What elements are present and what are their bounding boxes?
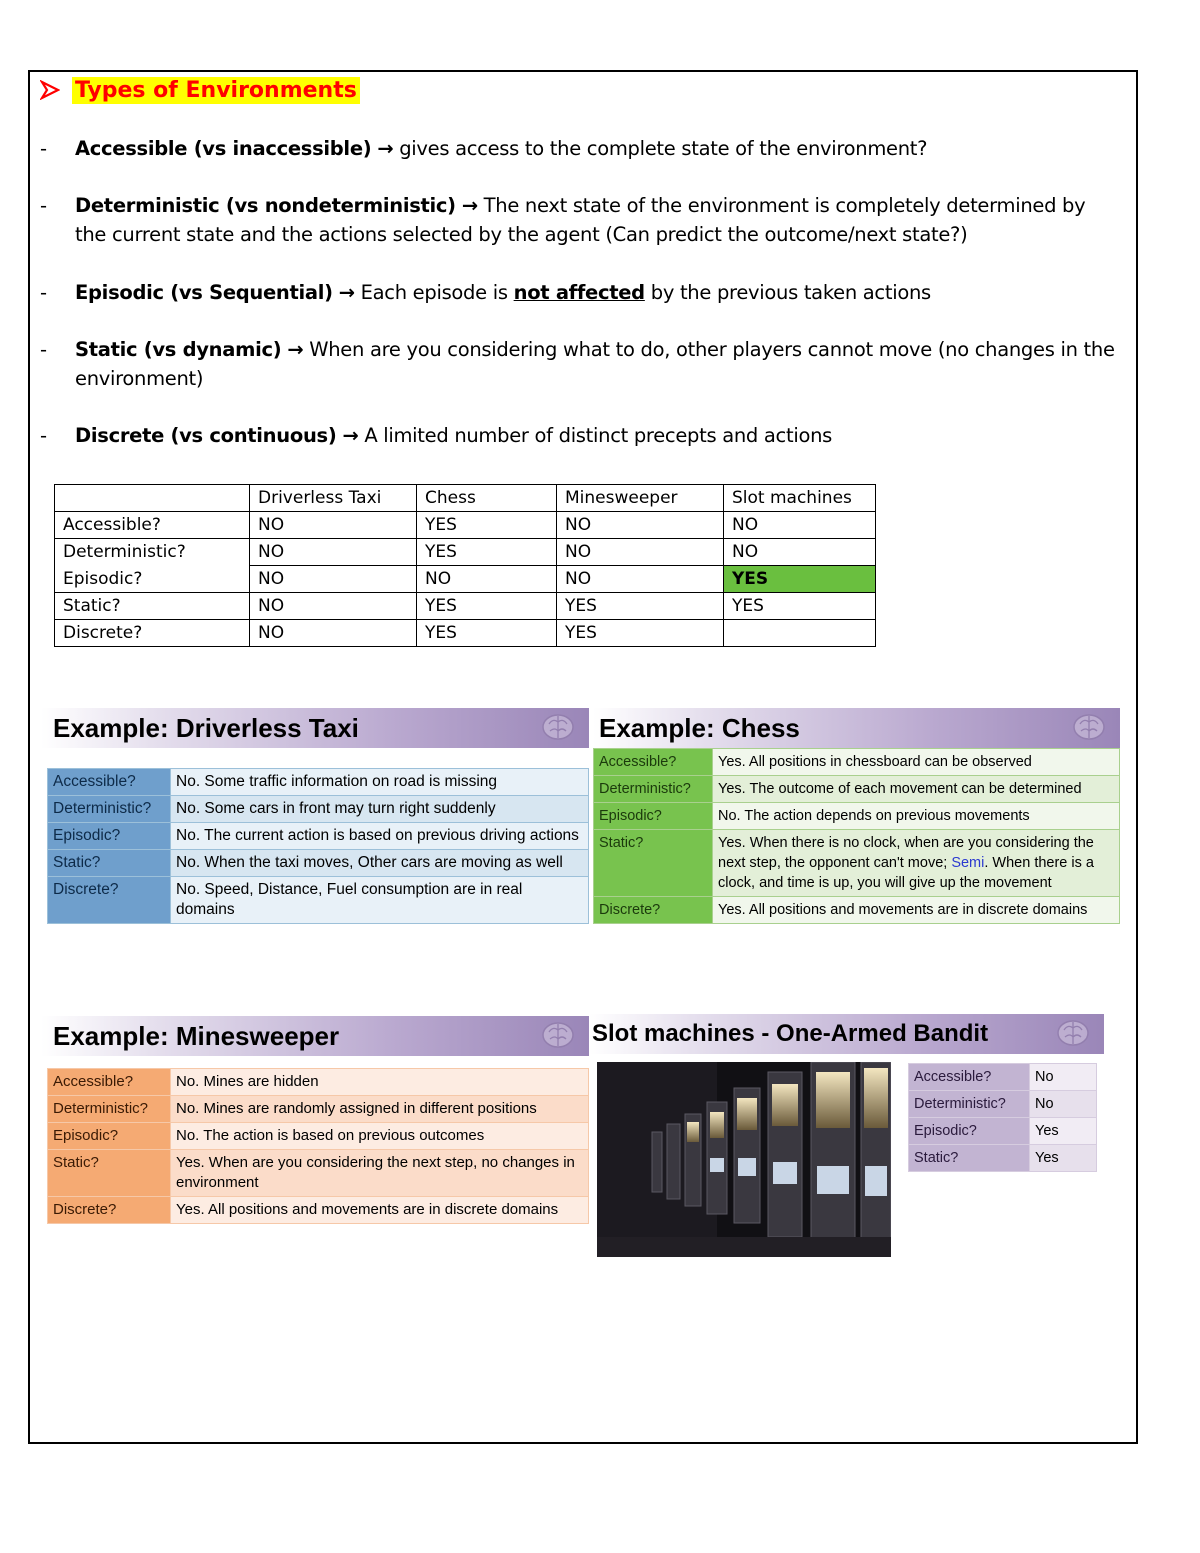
table-cell: YES	[417, 593, 557, 620]
table-row: Static? Yes. When there is no clock, when are you considering the next step, the opponent can't move; Semi. When there is a clock, and time is up, you will give up the movement	[594, 830, 1120, 897]
table-cell: Deterministic?	[55, 539, 250, 566]
table-cell: YES	[417, 539, 557, 566]
slot-machines-image	[597, 1062, 891, 1257]
table-header-cell: Driverless Taxi	[250, 485, 417, 512]
panel-title: Example: Minesweeper	[41, 1016, 589, 1056]
table-cell: NO	[250, 620, 417, 647]
table-cell: NO	[250, 539, 417, 566]
table-row	[55, 620, 876, 647]
table-row: Accessible? No	[909, 1064, 1097, 1091]
brain-icon	[541, 712, 575, 742]
example-table	[908, 1063, 1097, 1172]
table-header-cell	[55, 485, 250, 512]
table-row	[55, 566, 876, 593]
bullet-term: Episodic (vs Sequential)	[75, 281, 333, 304]
semi-keyword: Semi	[951, 855, 985, 871]
example-panel-slot-machines	[589, 1014, 1104, 1054]
slot-table-wrap	[908, 1063, 1097, 1172]
table-cell: YES	[724, 593, 876, 620]
table-cell: Episodic?	[55, 566, 250, 593]
table-cell: NO	[557, 512, 724, 539]
table-row: Episodic? No. The current action is based on previous driving actions	[48, 823, 589, 850]
table-row: Discrete? No. Speed, Distance, Fuel consumption are in real domains	[48, 877, 589, 924]
table-cell	[724, 620, 876, 647]
table-cell: NO	[557, 566, 724, 593]
example-table	[593, 748, 1120, 924]
brain-icon	[1072, 712, 1106, 742]
table-cell: NO	[250, 593, 417, 620]
table-row: Static? No. When the taxi moves, Other cars are moving as well	[48, 850, 589, 877]
bullet-text: When are you considering what to do, other players cannot move (no changes in the environment)	[75, 338, 1115, 390]
table-row: Deterministic? No. Some cars in front may turn right suddenly	[48, 796, 589, 823]
example-panel-chess	[593, 708, 1120, 924]
bullet-accessible: - Accessible (vs inaccessible) → gives access to the complete state of the environment?	[40, 137, 928, 160]
table-cell: Accessible?	[55, 512, 250, 539]
example-panel-taxi	[41, 708, 589, 924]
table-cell: NO	[417, 566, 557, 593]
table-row: Static? Yes. When are you considering the next step, no changes in environment	[48, 1150, 589, 1197]
arrow-bullet-icon	[40, 80, 60, 100]
table-cell-highlight: YES	[724, 566, 876, 593]
brain-icon	[541, 1020, 575, 1050]
table-cell: NO	[250, 512, 417, 539]
table-header-cell: Chess	[417, 485, 557, 512]
bullet-term: Static (vs dynamic)	[75, 338, 282, 361]
table-row	[55, 512, 876, 539]
bullet-term: Accessible (vs inaccessible)	[75, 137, 372, 160]
panel-title: Example: Chess	[593, 708, 1120, 748]
table-row: Episodic? Yes	[909, 1118, 1097, 1145]
table-row: Discrete? Yes. All positions and movements are in discrete domains	[594, 897, 1120, 924]
table-cell: NO	[724, 512, 876, 539]
bullet-emphasis: not affected	[513, 281, 645, 304]
right-arrow-icon: →	[377, 137, 394, 160]
summary-table	[54, 484, 876, 647]
table-cell: Static?	[55, 593, 250, 620]
table-cell: Discrete?	[55, 620, 250, 647]
page-title: Types of Environments	[72, 77, 360, 104]
table-cell: YES	[557, 593, 724, 620]
table-row: Deterministic? Yes. The outcome of each movement can be determined	[594, 776, 1120, 803]
example-panel-minesweeper	[41, 1016, 589, 1224]
table-cell: YES	[557, 620, 724, 647]
bullet-discrete: - Discrete (vs continuous) → A limited number of distinct precepts and actions	[40, 424, 832, 447]
panel-title: Example: Driverless Taxi	[41, 708, 589, 748]
bullet-episodic: - Episodic (vs Sequential) → Each episode is not affected by the previous taken actions	[40, 281, 931, 304]
right-arrow-icon: →	[338, 281, 355, 304]
bullet-term: Discrete (vs continuous)	[75, 424, 337, 447]
table-cell: YES	[417, 620, 557, 647]
table-row: Accessible? No. Mines are hidden	[48, 1069, 589, 1096]
table-row: Discrete? Yes. All positions and movements are in discrete domains	[48, 1197, 589, 1224]
bullet-text: A limited number of distinct precepts and actions	[364, 424, 832, 447]
bullet-text: by the previous taken actions	[650, 281, 931, 304]
table-header-cell: Slot machines	[724, 485, 876, 512]
example-table	[47, 1068, 589, 1224]
section-heading	[40, 74, 360, 106]
table-row	[55, 593, 876, 620]
panel-title: Slot machines - One-Armed Bandit	[589, 1014, 1104, 1054]
example-table	[47, 768, 589, 924]
bullet-text: gives access to the complete state of the environment?	[399, 137, 928, 160]
table-row: Accessible? Yes. All positions in chessboard can be observed	[594, 749, 1120, 776]
bullet-static: - Static (vs dynamic) → When are you considering what to do, other players cannot move (no changes in the environment)	[40, 338, 1115, 390]
table-cell: YES	[417, 512, 557, 539]
bullet-text: The next state of the environment is completely determined by the current state and the actions selected by the agent (Can predict the outcome/next state?)	[75, 194, 1086, 246]
slot-machines-photo	[597, 1062, 891, 1257]
right-arrow-icon: →	[461, 194, 478, 217]
table-row: Deterministic? No. Mines are randomly assigned in different positions	[48, 1096, 589, 1123]
table-row	[55, 539, 876, 566]
brain-icon	[1056, 1018, 1090, 1048]
bullet-deterministic: - Deterministic (vs nondeterministic) → The next state of the environment is completely determined by the current state and the actions selected by the agent (Can predict the outcome/next state?)	[40, 194, 1086, 246]
right-arrow-icon: →	[287, 338, 304, 361]
table-row: Static? Yes	[909, 1145, 1097, 1172]
right-arrow-icon: →	[342, 424, 359, 447]
table-header-row	[55, 485, 876, 512]
table-header-cell: Minesweeper	[557, 485, 724, 512]
table-row: Episodic? No. The action depends on previous movements	[594, 803, 1120, 830]
table-row: Deterministic? No	[909, 1091, 1097, 1118]
table-cell: NO	[250, 566, 417, 593]
table-row: Episodic? No. The action is based on previous outcomes	[48, 1123, 589, 1150]
bullet-text: Each episode is	[360, 281, 508, 304]
table-row: Accessible? No. Some traffic information on road is missing	[48, 769, 589, 796]
bullet-term: Deterministic (vs nondeterministic)	[75, 194, 456, 217]
table-cell: NO	[557, 539, 724, 566]
table-cell: NO	[724, 539, 876, 566]
